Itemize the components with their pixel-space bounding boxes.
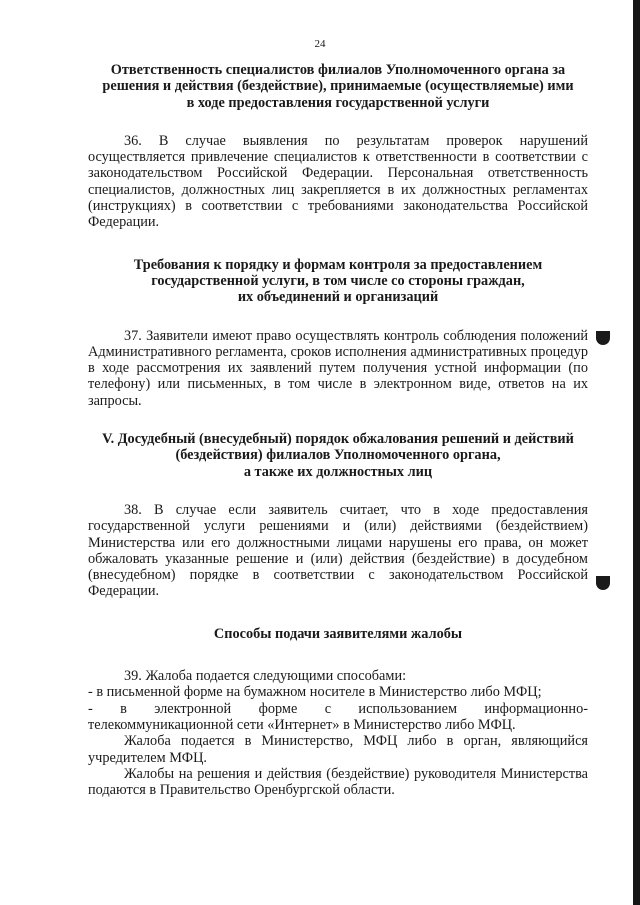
heading-line: (бездействия) филиалов Уполномоченного органа, [175,447,501,464]
heading-responsibility [88,62,588,111]
heading-line: а также их должностных лиц [243,463,433,480]
heading-line: Ответственность специалистов филиалов Уполномоченного органа за [110,62,566,78]
heading-complaint-methods [88,626,588,642]
heading-line: в ходе предоставления государственной услуги [186,94,490,111]
heading-line: Способы подачи заявителями жалобы [213,625,463,642]
paragraph-38: 38. В случае если заявитель считает, что в ходе предоставления государственной услуги решениями и (или) действиями (бездействием) Министерства или его должностными лицами нарушены его права, он может обжаловать указанные решение и (или) действия (бездействие) в досудебном (внесудебном) порядке в соответствии с законодательством Российской Федерации. [88,501,588,600]
heading-line: государственной услуги, в том числе со стороны граждан, [151,272,525,289]
paragraph-complaint-recipients: Жалоба подается в Министерство, МФЦ либо в орган, являющийся учредителем МФЦ. [88,733,588,766]
paragraph-39: 39. Жалоба подается следующими способами: [124,668,407,685]
heading-appeal-procedure [88,431,588,480]
list-item-electronic: - в электронной форме с использованием информационно-телекоммуникационной сети «Интернет» в Министерство либо МФЦ. [88,700,588,733]
page-number: 24 [314,38,326,50]
margin-mark [596,331,610,345]
heading-control-requirements [88,257,588,306]
margin-mark [596,576,610,590]
scan-edge [633,0,640,905]
heading-line: Требования к порядку и формам контроля за предоставлением [133,256,543,273]
heading-line: их объединений и организаций [237,289,439,306]
paragraph-37: 37. Заявители имеют право осуществлять контроль соблюдения положений Административного регламента, сроков исполнения административных процедур в ходе рассмотрения их заявлений путем получения устной информации (по телефону) или письменных, в том числе в электронном виде, ответов на их запросы. [88,327,588,409]
list-item-paper: - в письменной форме на бумажном носителе в Министерство либо МФЦ; [88,684,542,701]
document-body [88,62,588,798]
heading-line: решения и действия (бездействие), принимаемые (осуществляемые) ими [102,78,574,95]
paragraph-36: 36. В случае выявления по результатам проверок нарушений осуществляется привлечение специалистов к ответственности в соответствии с законодательством Российской Федерации. Персональная ответственность специалистов, должностных лиц закрепляется в их должностных регламентах (инструкциях) в соответствии с требованиями законодательства Российской Федерации. [88,132,588,231]
paragraph-complaint-government: Жалобы на решения и действия (бездействие) руководителя Министерства подаются в Правительство Оренбургской области. [88,765,588,799]
heading-line: V. Досудебный (внесудебный) порядок обжалования решений и действий [102,431,574,448]
